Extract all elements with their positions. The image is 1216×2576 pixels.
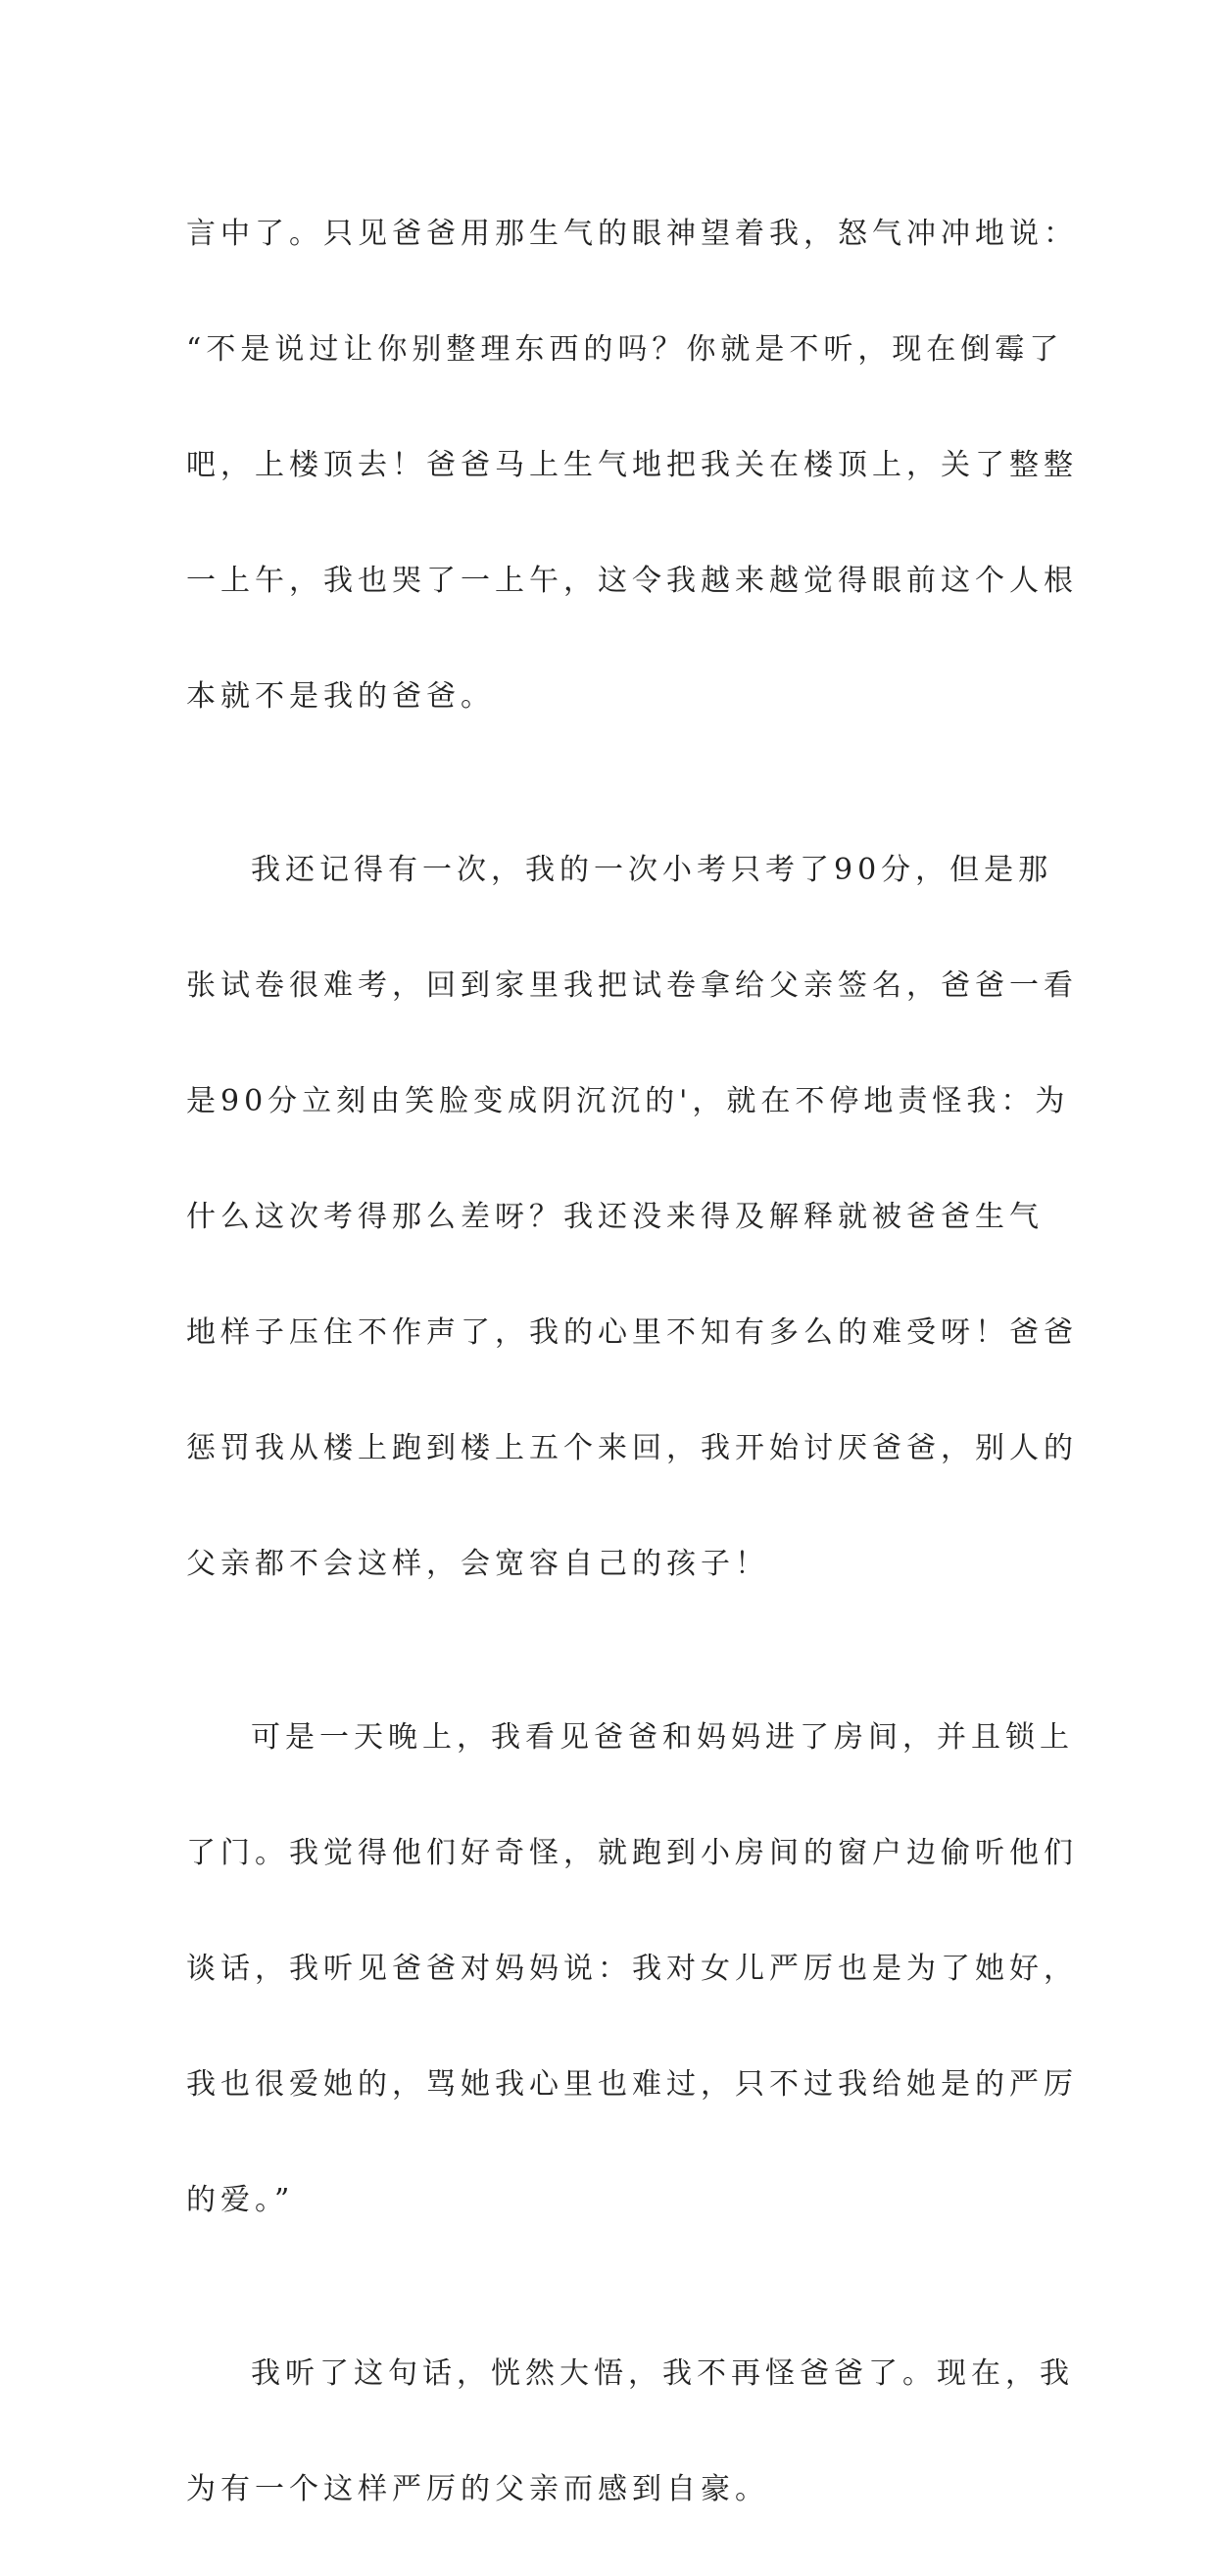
text-line: 地样子压住不作声了，我的心里不知有多么的难受呀！爸爸 xyxy=(186,1315,1078,1350)
text-line: “不是说过让你别整理东西的吗？你就是不听，现在倒霉了 xyxy=(186,332,1064,367)
text-line: 一上午，我也哭了一上午，这令我越来越觉得眼前这个人根 xyxy=(186,564,1078,598)
document-body xyxy=(186,147,1078,2576)
text-line: 我也很爱她的，骂她我心里也难过，只不过我给她是的严厉 xyxy=(186,2067,1078,2102)
text-line: 我还记得有一次，我的一次小考只考了90分，但是那 xyxy=(251,853,1053,887)
text-line: 可是一天晚上，我看见爸爸和妈妈进了房间，并且锁上 xyxy=(251,1720,1074,1755)
text-line: 言中了。只见爸爸用那生气的眼神望着我，怒气冲冲地说： xyxy=(186,217,1078,251)
text-line: 了门。我觉得他们好奇怪，就跑到小房间的窗户边偷听他们 xyxy=(186,1836,1078,1870)
paragraph-3 xyxy=(186,1651,1078,2287)
text-line: 惩罚我从楼上跑到楼上五个来回，我开始讨厌爸爸，别人的 xyxy=(186,1431,1078,1465)
paragraph-4 xyxy=(186,2287,1074,2576)
text-line: 我听了这句话，恍然大悟，我不再怪爸爸了。现在，我 xyxy=(251,2356,1074,2391)
text-line: 父亲都不会这样，会宽容自己的孩子！ xyxy=(186,1547,769,1581)
text-line: 的爱。” xyxy=(186,2183,295,2217)
text-line: 吧，上楼顶去！爸爸马上生气地把我关在楼顶上，关了整整 xyxy=(186,448,1078,482)
text-line: 本就不是我的爸爸。 xyxy=(186,679,495,714)
text-line: 为有一个这样严厉的父亲而感到自豪。 xyxy=(186,2472,769,2506)
text-line: 谈话，我听见爸爸对妈妈说：我对女儿严厉也是为了她好， xyxy=(186,1952,1078,1986)
text-line: 是90分立刻由笑脸变成阴沉沉的'，就在不停地责怪我：为 xyxy=(186,1084,1070,1118)
text-line: 什么这次考得那么差呀？我还没来得及解释就被爸爸生气 xyxy=(186,1200,1044,1234)
paragraph-1 xyxy=(186,147,1078,783)
paragraph-2 xyxy=(186,783,1078,1651)
text-line: 张试卷很难考，回到家里我把试卷拿给父亲签名，爸爸一看 xyxy=(186,968,1078,1003)
